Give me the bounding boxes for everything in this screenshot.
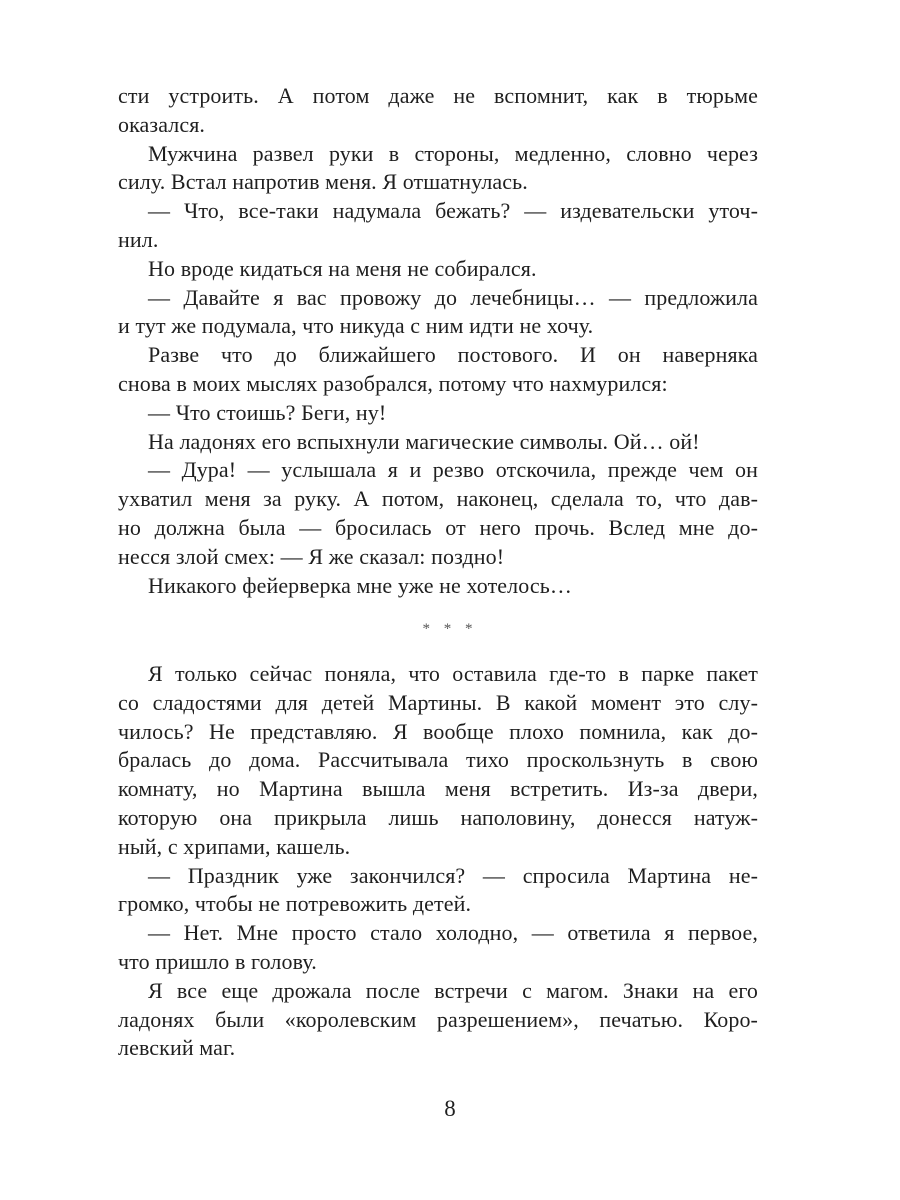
- text-line: — Дура! — услышала я и резво отскочила, прежде чем он: [148, 457, 758, 483]
- text-line: — Что, все-таки надумала бежать? — издевательски уточ-: [148, 198, 758, 224]
- text-line: ухватил меня за руку. А потом, наконец, сделала то, что дав-: [118, 486, 758, 512]
- text-line: оказался.: [118, 111, 206, 137]
- text-line: Мужчина развел руки в стороны, медленно, словно через: [148, 140, 758, 166]
- text-line: со сладостями для детей Мартины. В какой момент это слу-: [118, 689, 758, 715]
- text-line: Но вроде кидаться на меня не собирался.: [148, 255, 537, 281]
- text-line: ный, с хрипами, кашель.: [118, 833, 351, 859]
- text-line: сти устроить. А потом даже не вспомнит, как в тюрьме: [118, 83, 758, 108]
- text-line: ладонях были «королевским разрешением», печатью. Коро-: [118, 1006, 758, 1032]
- text-line: что пришло в голову.: [118, 948, 317, 974]
- text-line: и тут же подумала, что никуда с ним идти не хочу.: [118, 313, 594, 339]
- text-line: но должна была — бросилась от него прочь. Вслед мне до-: [118, 514, 758, 540]
- text-line: комнату, но Мартина вышла меня встретить. Из-за двери,: [118, 776, 758, 802]
- text-line: левский маг.: [118, 1035, 236, 1061]
- text-line: громко, чтобы не потревожить детей.: [118, 891, 472, 917]
- text-line: Я все еще дрожала после встречи с магом. Знаки на его: [148, 977, 758, 1003]
- text-block-bottom: [118, 660, 758, 1063]
- section-break: * * *: [422, 621, 478, 637]
- text-line: — Праздник уже закончился? — спросила Мартина не-: [148, 862, 758, 888]
- text-line: Я только сейчас поняла, что оставила где-то в парке пакет: [148, 661, 758, 686]
- text-line: силу. Встал напротив меня. Я отшатнулась.: [118, 169, 528, 195]
- text-line: чилось? Не представляю. Я вообще плохо помнила, как до-: [118, 718, 758, 744]
- text-line: На ладонях его вспыхнули магические символы. Ой… ой!: [148, 428, 700, 454]
- text-block-top: [118, 82, 758, 600]
- text-line: нил.: [118, 226, 159, 252]
- text-line: — Давайте я вас провожу до лечебницы… — предложила: [148, 284, 758, 310]
- text-line: — Что стоишь? Беги, ну!: [148, 399, 387, 425]
- page-number: 8: [444, 1096, 456, 1121]
- text-line: снова в моих мыслях разобрался, потому что нахмурился:: [118, 370, 668, 396]
- text-line: Разве что до ближайшего постового. И он наверняка: [148, 342, 758, 368]
- text-line: Никакого фейерверка мне уже не хотелось…: [148, 572, 572, 598]
- text-line: которую она прикрыла лишь наполовину, донесся натуж-: [118, 804, 758, 830]
- text-line: бралась до дома. Рассчитывала тихо проскользнуть в свою: [118, 747, 758, 773]
- text-line: несся злой смех: — Я же сказал: поздно!: [118, 543, 505, 569]
- text-line: — Нет. Мне просто стало холодно, — ответила я первое,: [148, 920, 758, 946]
